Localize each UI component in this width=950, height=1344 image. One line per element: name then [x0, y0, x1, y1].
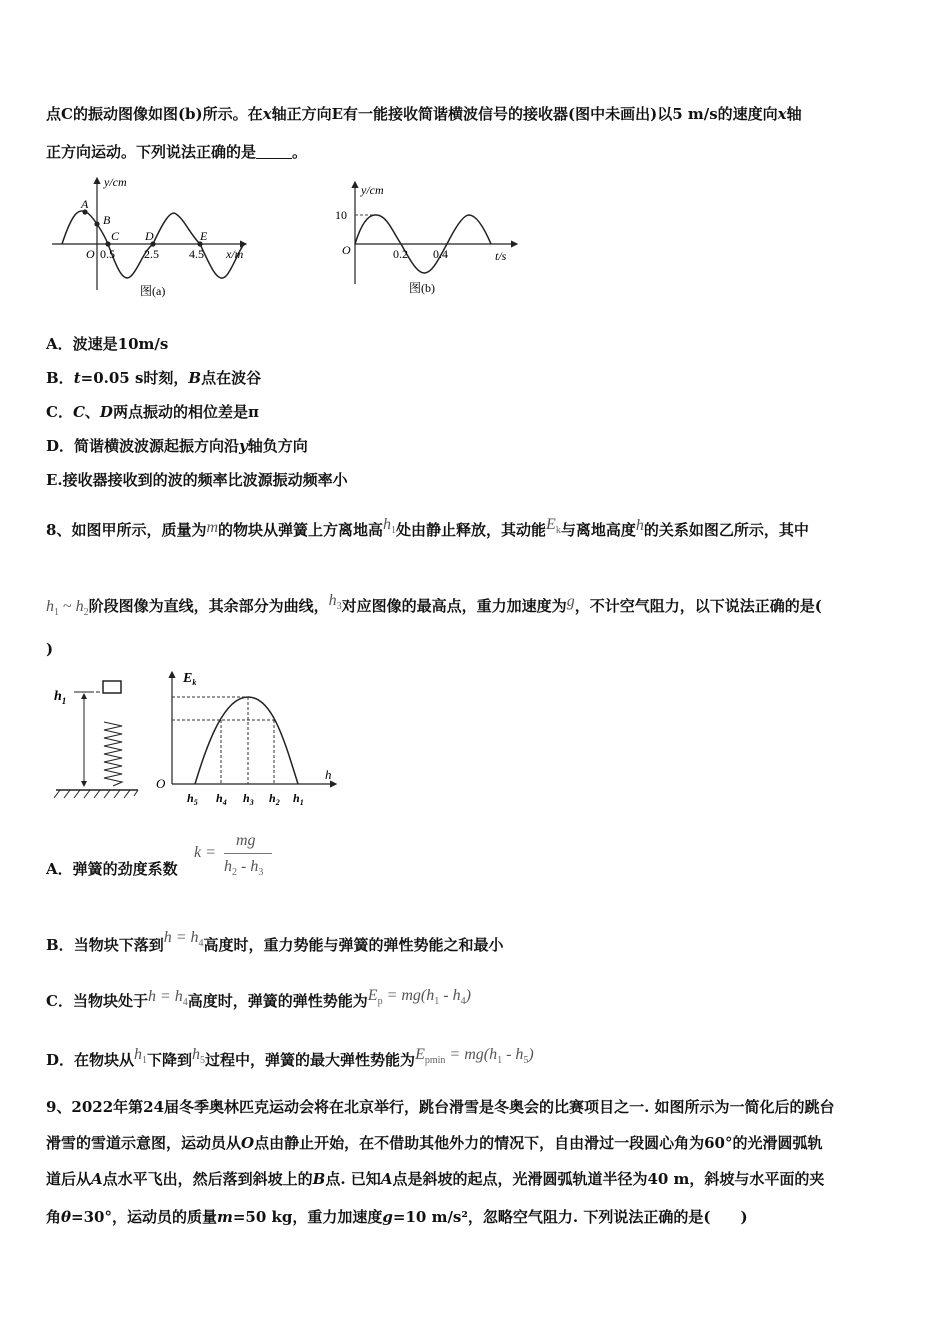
- fig-b-amplitude-tick: 10: [335, 208, 347, 222]
- q8-option-c-eq: $h = h_4$: [147, 988, 188, 1008]
- q8-option-c-formula: $E_p = mg(h_1 - h_4)$: [367, 987, 471, 1007]
- q8-formula-denominator: $h_2 - h_3$: [224, 858, 264, 878]
- q8-stem-p4: 与离地高度: [560, 521, 636, 539]
- q8-stem-p1: 如图甲所示，质量为: [71, 521, 207, 539]
- fig-a-point-c: [105, 241, 110, 246]
- q9-line4: [46, 1206, 748, 1227]
- q9-line3: [46, 1168, 824, 1189]
- q9-line4-b: =30°，运动员的质量: [71, 1208, 217, 1226]
- q8-graph-origin: O: [156, 776, 166, 791]
- q7-option-c-var-c: C: [72, 403, 85, 421]
- q8-option-d-text1: 在物块从: [74, 1051, 135, 1069]
- q9-var-a2: A: [380, 1170, 393, 1188]
- q8-var-h: h: [635, 517, 644, 534]
- q8-number: 8、: [46, 521, 72, 539]
- q8-option-b-text1: 当物块下落到: [73, 936, 164, 954]
- fig-a-point-b: [94, 221, 99, 226]
- q8-option-c-label: C．: [46, 992, 73, 1010]
- q8-stem-p6: 阶段图像为直线，其余部分为曲线，: [88, 597, 329, 615]
- fig-a-xlabel: x/m: [226, 247, 244, 261]
- q8-option-b-label: B．: [46, 936, 74, 954]
- q9-line3-a: 道后从: [46, 1170, 92, 1188]
- q7-option-b-text: =0.05 s时刻，: [80, 369, 189, 387]
- q8-option-b-eq: $h = h_4$: [163, 929, 204, 949]
- q8-option-d-text3: 过程中，弹簧的最大弹性势能为: [205, 1051, 416, 1069]
- q7-option-e: [46, 469, 348, 490]
- q8-stem-p8: ，不计空气阻力，以下说法正确的是(: [574, 597, 822, 615]
- q7-option-c-var-d: D: [99, 403, 113, 421]
- q8-graph-tick-h3: $h_3$: [243, 791, 254, 807]
- fig-a-label-a: A: [81, 197, 89, 211]
- q7-intro-text-b: 轴正方向E有一能接收简谐横波信号的接收器(图中未画出)以5 m/s的速度向: [271, 105, 778, 123]
- q9-line3-d: 点是斜坡的起点，光滑圆弧轨道半径为40 m，斜坡与水平面的夹: [392, 1170, 825, 1188]
- q9-line2-a: 滑雪的雪道示意图，运动员从: [46, 1134, 242, 1152]
- q7-option-d-var-y: y: [239, 437, 248, 455]
- answer-blank: [256, 144, 292, 159]
- q7-intro-text-c: 轴: [786, 105, 802, 123]
- q8-stem-line2: [46, 592, 822, 618]
- q8-option-c-text2: 高度时，弹簧的弹性势能为: [187, 992, 368, 1010]
- fig-b-xlabel: t/s: [495, 249, 507, 263]
- q8-option-d-h1: $h_1$: [134, 1046, 148, 1066]
- fig-a-tick-2-5: 2.5: [144, 247, 159, 261]
- q7-option-d-text2: 轴负方向: [247, 437, 308, 455]
- fig-a-caption: 图(a): [140, 284, 166, 298]
- q7-option-c: [46, 401, 259, 422]
- q8-var-m: m: [206, 519, 219, 536]
- q8-stem-p5: 的关系如图乙所示，其中: [643, 521, 809, 539]
- fig-a-tick-0-5: 0.5: [100, 247, 115, 261]
- q9-var-b: B: [312, 1170, 326, 1188]
- q7-figure-a: [48, 172, 253, 300]
- q9-line1-text: 9、2022年第24届冬季奥林匹克运动会将在北京举行，跳台滑雪是冬奥会的比赛项目之一. 如图所示为一简化后的跳台: [46, 1098, 835, 1116]
- q8-graph-tick-h1: $h_1$: [293, 791, 304, 807]
- q8-fig-ground-hatch: [54, 790, 138, 798]
- fig-a-tick-4-5: 4.5: [189, 247, 204, 261]
- q8-fig-spring: [104, 722, 122, 786]
- q9-line2-b: 点由静止开始，在不借助其他外力的情况下，自由滑过一段圆心角为60°的光滑圆弧轨: [254, 1134, 823, 1152]
- q8-option-b: [46, 929, 504, 955]
- q7-x-var: x: [262, 105, 272, 123]
- q9-var-a: A: [91, 1170, 103, 1188]
- fig-a-label-b: B: [103, 213, 111, 227]
- q9-var-g: g: [382, 1208, 393, 1226]
- q8-graph-xlabel: h: [325, 767, 332, 782]
- q7-intro-text-a: 点C的振动图像如图(b)所示。在: [46, 105, 263, 123]
- q7-option-d-label: D．: [46, 437, 75, 455]
- q7-option-c-text2: 两点振动的相位差是π: [112, 403, 259, 421]
- q7-option-c-label: C．: [46, 403, 73, 421]
- q9-var-theta: θ: [61, 1208, 72, 1226]
- q8-stem-p7: 对应图像的最高点，重力加速度为: [341, 597, 567, 615]
- q7-option-a-label: A．: [46, 335, 73, 353]
- q8-option-a-formula: [194, 832, 284, 884]
- q7-option-a-text: 波速是10m/s: [72, 335, 169, 353]
- q8-var-h3: $h_3$: [328, 592, 342, 612]
- fig-b-tick-0-4: 0.4: [433, 247, 448, 261]
- q7-option-e-label: E.: [46, 471, 63, 489]
- fig-a-label-e: E: [200, 229, 208, 243]
- q8-graph-tick-h2: $h_2$: [269, 791, 280, 807]
- q7-option-a: [46, 333, 168, 354]
- fig-a-origin: O: [86, 247, 95, 261]
- q7-option-b: [46, 367, 261, 388]
- q8-formula-k: k =: [194, 844, 216, 861]
- q8-formula-numerator: mg: [236, 832, 256, 849]
- fig-a-ylabel: y/cm: [104, 175, 127, 189]
- q7-intro-line2-text: 正方向运动。下列说法正确的是: [46, 143, 257, 161]
- q8-stem-line3: [46, 640, 53, 658]
- q8-figure-spring: [50, 672, 142, 802]
- q8-range-h1-h2: $h_1$ ~ $h_2$: [46, 598, 89, 618]
- q8-figure-graph: [150, 664, 342, 812]
- q8-fig-h1-label: $h_1$: [54, 689, 67, 706]
- q7-option-b-label: B．: [46, 369, 74, 387]
- fig-a-label-c: C: [111, 229, 120, 243]
- q9-line1: [46, 1096, 835, 1117]
- q7-option-c-text: 、: [84, 403, 100, 421]
- q7-option-d-text: 简谐横波波源起振方向沿: [74, 437, 240, 455]
- q8-stem-p3: 处由静止释放，其动能: [396, 521, 547, 539]
- q8-graph-guides: [172, 697, 274, 784]
- q8-stem-p2: 的物块从弹簧上方离地高: [218, 521, 384, 539]
- q9-line4-d: =10 m/s²，忽略空气阻力. 下列说法正确的是( ): [392, 1208, 748, 1226]
- q9-line4-a: 角: [46, 1208, 62, 1226]
- q8-option-d-h5: $h_5$: [192, 1046, 206, 1066]
- q7-option-b-var-t: t: [73, 369, 81, 387]
- q8-option-c: [46, 987, 471, 1011]
- q8-graph-ylabel: $E_k$: [183, 671, 197, 687]
- q8-option-d: [46, 1046, 534, 1070]
- fig-b-tick-0-2: 0.2: [393, 247, 408, 261]
- q8-option-b-text2: 高度时，重力势能与弹簧的弹性势能之和最小: [203, 936, 504, 954]
- q8-option-c-text1: 当物块处于: [72, 992, 148, 1010]
- q7-intro-line1: [46, 103, 802, 124]
- q8-stem-line1: [46, 516, 809, 540]
- q8-stem-p9: ): [46, 640, 54, 658]
- q7-intro-end: 。: [292, 143, 308, 161]
- q7-option-b-var-b: B: [188, 369, 202, 387]
- q8-var-g: g: [566, 593, 575, 610]
- q8-option-a-text: 弹簧的劲度系数: [72, 860, 178, 878]
- fig-b-ylabel: y/cm: [361, 183, 384, 197]
- q8-var-ek: $E_k$: [546, 516, 561, 536]
- q7-intro-line2: [46, 141, 307, 162]
- q8-graph-tick-h5: $h_5$: [187, 791, 198, 807]
- q7-option-e-text: 接收器接收到的波的频率比波源振动频率小: [62, 471, 348, 489]
- q9-line3-b: 点水平飞出，然后落到斜坡上的: [102, 1170, 313, 1188]
- q8-option-a: [46, 858, 178, 879]
- q9-line3-c: 点. 已知: [325, 1170, 381, 1188]
- fig-b-origin: O: [342, 243, 351, 257]
- q8-fig-block: [103, 681, 121, 693]
- q8-formula-fraction-bar: [224, 853, 272, 854]
- q8-option-a-label: A．: [46, 860, 73, 878]
- q9-var-o: O: [241, 1134, 255, 1152]
- q7-x-var2: x: [777, 105, 787, 123]
- q9-var-m: m: [216, 1208, 233, 1226]
- q8-graph-tick-h4: $h_4$: [216, 791, 227, 807]
- q9-line2: [46, 1132, 822, 1153]
- q7-option-b-text2: 点在波谷: [201, 369, 262, 387]
- q9-line4-c: =50 kg，重力加速度: [232, 1208, 383, 1226]
- fig-b-caption: 图(b): [409, 281, 435, 295]
- q8-option-d-label: D．: [46, 1051, 75, 1069]
- q7-option-d: [46, 435, 308, 456]
- q8-option-d-text2: 下降到: [147, 1051, 193, 1069]
- q7-figure-b: [335, 178, 525, 300]
- q8-graph-curve: [195, 697, 298, 784]
- fig-a-label-d: D: [145, 229, 154, 243]
- q8-option-d-formula: $E_{pmin} = mg(h_1 - h_5)$: [415, 1046, 534, 1066]
- q8-var-h1: $h_1$: [383, 516, 397, 536]
